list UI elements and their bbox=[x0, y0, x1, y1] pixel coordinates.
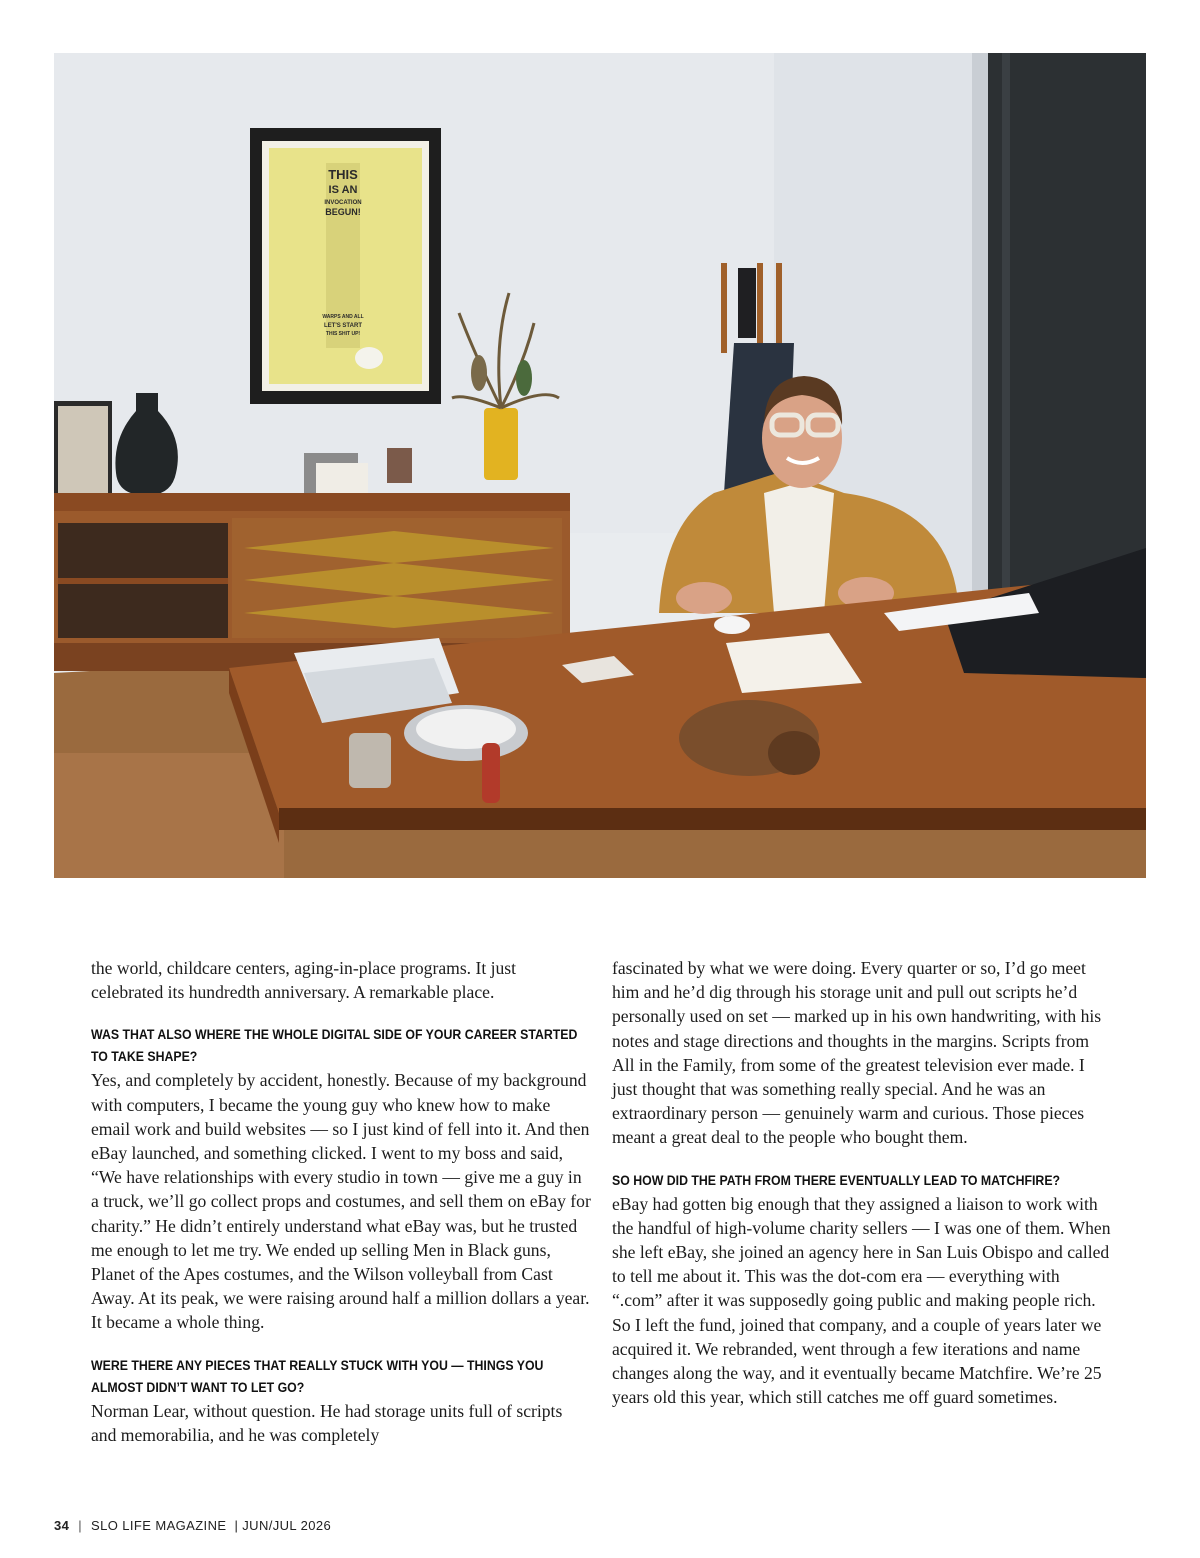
publication-name: SLO LIFE MAGAZINE bbox=[91, 1518, 227, 1533]
issue-date: | JUN/JUL 2026 bbox=[234, 1518, 332, 1533]
poster-text-line: WARPS AND ALL bbox=[322, 314, 364, 320]
footer-separator: | bbox=[78, 1518, 83, 1533]
article-column-left bbox=[91, 956, 591, 1447]
poster-text-line: INVOCATION bbox=[324, 200, 362, 206]
interview-answer: Norman Lear, without question. He had storage units full of scripts and memorabilia, and he was completely bbox=[91, 1400, 563, 1445]
interview-answer: eBay had gotten big enough that they assigned a liaison to work with the handful of high-volume charity sellers — I was one of them. When she left eBay, she joined an agency here in San Luis Obispo and called to tell me about it. This was the dot-com era — everything with “.com” after it was supposedly going public and making people rich. So I left the fund, joined that company, and a couple of years later we acquired it. We rebranded, went through a few iterations and name changes along the way, and it eventually became Matchfire. We’re 25 years old this year, which still catches me off guard sometimes. bbox=[612, 1193, 1111, 1408]
interview-question: SO HOW DID THE PATH FROM THERE EVENTUALLY LEAD TO MATCHFIRE? bbox=[612, 1172, 1061, 1188]
office-photo bbox=[54, 53, 1146, 878]
poster bbox=[250, 128, 441, 404]
interview-question: WERE THERE ANY PIECES THAT REALLY STUCK WITH YOU — THINGS YOU ALMOST DIDN’T WANT TO LET GO? bbox=[91, 1357, 544, 1395]
page-footer bbox=[54, 1518, 331, 1533]
poster-text-line: IS AN bbox=[328, 184, 358, 196]
poster-text-line: BEGUN! bbox=[325, 207, 361, 217]
page-number: 34 bbox=[54, 1518, 70, 1533]
article-column-right bbox=[612, 956, 1112, 1409]
poster-text-line: THIS bbox=[328, 167, 358, 182]
interview-question: WAS THAT ALSO WHERE THE WHOLE DIGITAL SIDE OF YOUR CAREER STARTED TO TAKE SHAPE? bbox=[91, 1027, 578, 1065]
body-paragraph: fascinated by what we were doing. Every quarter or so, I’d go meet him and he’d dig through his storage unit and pull out scripts he’d personally used on set — marked up in his own handwriting, with his notes and stage directions and thoughts in the margins. Scripts from All in the Family, from some of the greatest television ever made. I just thought that was something really special. And he was an extraordinary person — genuinely warm and curious. Those pieces meant a great deal to the people who bought them. bbox=[612, 958, 1102, 1148]
body-paragraph: the world, childcare centers, aging-in-place programs. It just celebrated its hundredth anniversary. A remarkable place. bbox=[91, 958, 517, 1003]
poster-text-line: LET'S START bbox=[324, 323, 362, 329]
poster-text-line: THIS SHIT UP! bbox=[325, 331, 361, 337]
yellow-vase bbox=[484, 408, 518, 480]
interview-answer: Yes, and completely by accident, honestly. Because of my background with computers, I became the young guy who knew how to make email work and build websites — so I just kind of fell into it. And then eBay launched, and something clicked. I went to my boss and said, “We have relationships with every studio in town — give me a guy in a truck, we’ll go collect props and costumes, and sell them on eBay for charity.” He didn’t entirely understand what eBay was, but he trusted me enough to let me try. We ended up selling Men in Black guns, Planet of the Apes costumes, and the Wilson volleyball from Cast Away. At its peak, we were raising around half a million dollars a year. It became a whole thing. bbox=[91, 1070, 591, 1333]
